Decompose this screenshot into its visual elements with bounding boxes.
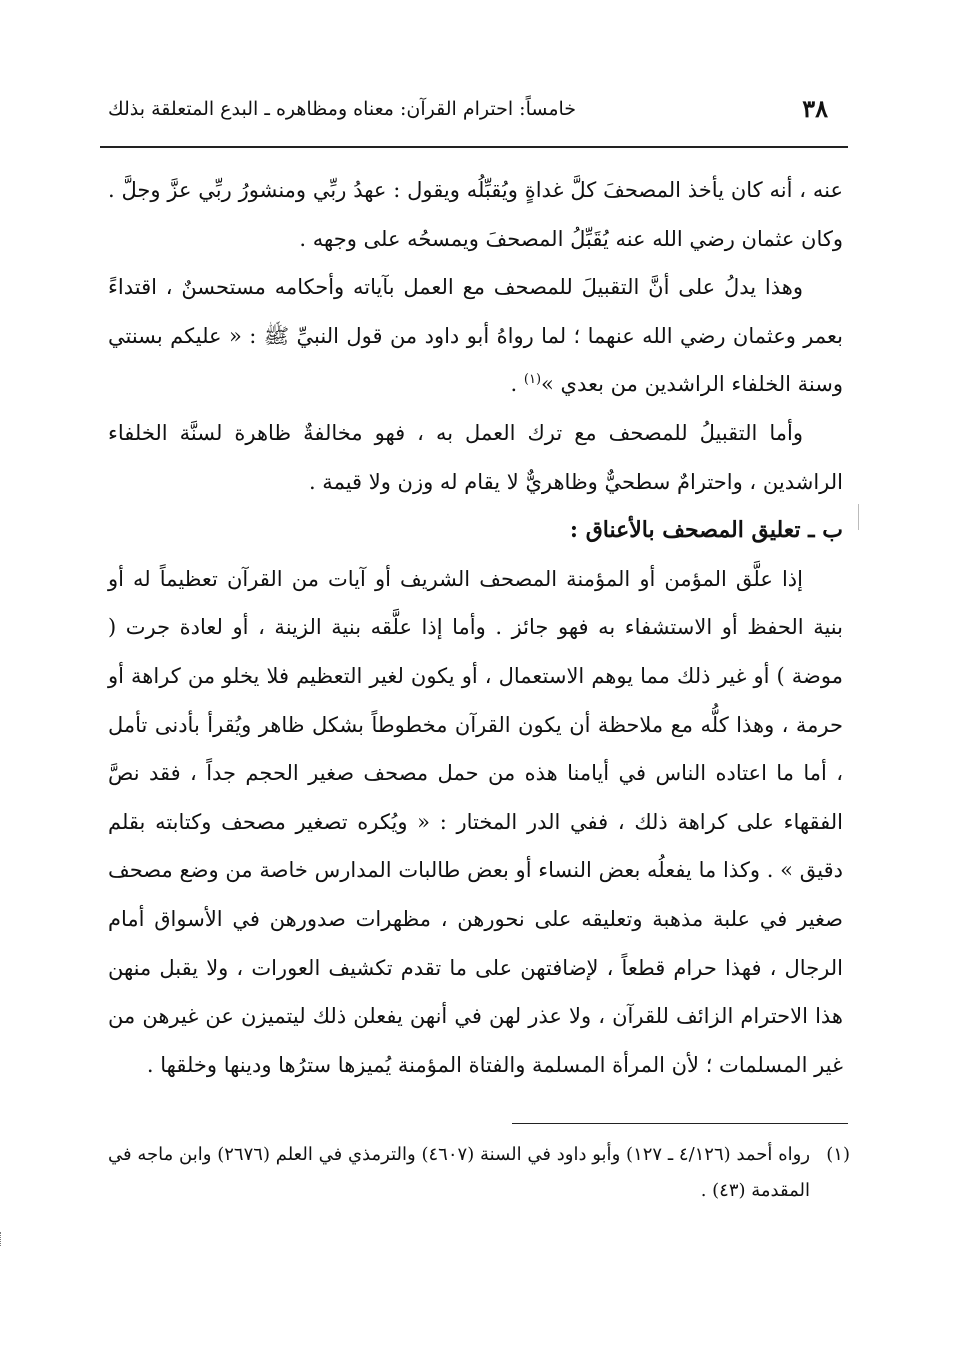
paragraph-4: إذا علَّق المؤمن أو المؤمنة المصحف الشريف أو آيات من القرآن تعظيماً له أو بنية الحفظ أو الاستشفاء به فهو جائز . وأما إذا علَّقه بنية الزينة ، أو لعادة جرت ( موضة ) أو غير ذلك مما يوهم الاستعمال ، أو يكون لغير التعظيم فلا يخلو من كراهة أو حرمة ، وهذا كلُّه مع ملاحظة أن يكون القرآن مخطوطاً بشكل ظاهر ويُقرأ بأدنى تأمل ، أما ما اعتاده الناس في أيامنا هذه من حمل مصحف صغير الحجم جداً ، فقد نصَّ الفقهاء على كراهة ذلك ، ففي الدر المختار : « ويُكره تصغير مصحف وكتابته بقلم دقيق » . وكذا ما يفعلُه بعض النساء أو بعض طالبات المدارس خاصة من وضع مصحف صغير في علبة مذهبة وتعليقه على نحورهن ، مظهرات صدورهن في الأسواق أمام الرجال ، فهذا حرام قطعاً ، لإضافتهن على ما تقدم تكشيف العورات ، ولا يقبل منهن هذا الاحترام الزائف للقرآن ، ولا عذر لهن في أنهن يفعلن ذلك ليتميزن عن غيرهن من غير المسلمات ؛ لأن المرأة المسلمة والفتاة المؤمنة يُميزها سترُها ودينها وخلقها . bbox=[108, 566, 843, 1077]
footnote-1 bbox=[108, 1137, 850, 1209]
paragraph-2-text: وهذا يدلُ على أنَّ التقبيلَ للمصحف مع العمل بآياته وأحكامه مستحسنٌ ، اقتداءً بعمر وعثمان رضي الله عنهما ؛ لما رواهُ أبو داود من قول النبيِّ ﷺ : « عليكم بسنتي وسنة الخلفاء الراشدين من بعدي » bbox=[108, 275, 843, 397]
paragraph-2-end: . bbox=[510, 372, 524, 397]
paragraph-2 bbox=[108, 263, 843, 409]
paragraph-1: عنه ، أنه كان يأخذ المصحفَ كلَّ غداةٍ ويُقبِّلُه ويقول : عهدُ ربِّي ومنشورُ ربِّي عزَّ وجلَّ . وكان عثمان رضي الله عنه يُقَبِّلُ المصحفَ ويمسحُه على وجهه . bbox=[108, 178, 843, 251]
footnote-number: (١) bbox=[826, 1144, 850, 1165]
scan-edge-mark bbox=[0, 1232, 9, 1246]
footnotes bbox=[108, 1137, 850, 1209]
main-text bbox=[108, 166, 843, 1089]
section-heading: ب ـ تعليق المصحف بالأعناق : bbox=[569, 517, 843, 544]
page-number: ٣٨ bbox=[802, 94, 828, 123]
header-divider bbox=[100, 146, 848, 148]
footnote-divider bbox=[512, 1123, 848, 1124]
scan-margin-mark bbox=[858, 504, 861, 530]
footnote-reference: (١) bbox=[523, 372, 542, 388]
page-header bbox=[100, 90, 848, 136]
running-title: خامساً: احترام القرآن: معناه ومظاهره ـ البدع المتعلقة بذلك bbox=[108, 98, 577, 120]
footnote-text: رواه أحمد (٤/١٢٦ ـ ١٢٧) وأبو داود في السنة (٤٦٠٧) والترمذي في العلم (٢٦٧٦) وابن ماجه في المقدمة (٤٣) . bbox=[108, 1144, 811, 1201]
paragraph-3: وأما التقبيلُ للمصحف مع ترك العمل به ، فهو مخالفةٌ ظاهرة لسنَّة الخلفاء الراشدين ، واحترامٌ سطحيٌّ وظاهريٌّ لا يقام له وزن ولا قيمة . bbox=[108, 420, 843, 494]
